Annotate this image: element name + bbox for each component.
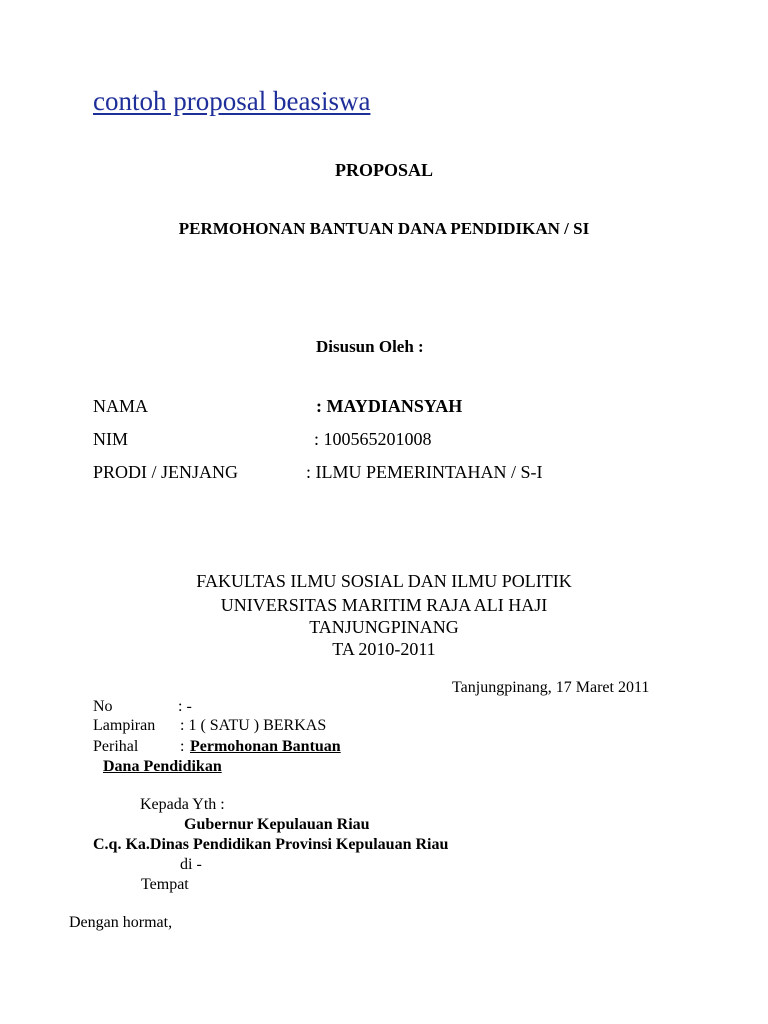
di-label: di - — [180, 856, 202, 873]
perihal-value-line2: Dana Pendidikan — [103, 758, 222, 775]
perihal-colon: : — [180, 738, 185, 755]
recipient-department: C.q. Ka.Dinas Pendidikan Provinsi Kepulauan Riau — [93, 836, 449, 853]
kepada-label: Kepada Yth : — [140, 796, 225, 813]
proposal-heading: PROPOSAL — [334, 160, 433, 180]
tempat-label: Tempat — [141, 876, 189, 893]
no-value: : - — [178, 698, 192, 715]
place-date: Tanjungpinang, 17 Maret 2011 — [452, 679, 650, 696]
faculty-line: FAKULTAS ILMU SOSIAL DAN ILMU POLITIK — [196, 571, 572, 591]
no-label: No — [93, 698, 113, 715]
lampiran-value: : 1 ( SATU ) BERKAS — [180, 717, 327, 734]
prodi-label: PRODI / JENJANG — [93, 462, 239, 482]
lampiran-label: Lampiran — [93, 717, 156, 734]
compiled-by-label: Disusun Oleh : — [316, 337, 424, 356]
proposal-subheading: PERMOHONAN BANTUAN DANA PENDIDIKAN / SI — [178, 219, 590, 238]
nim-label: NIM — [93, 429, 128, 449]
name-value: : MAYDIANSYAH — [316, 396, 463, 416]
greeting: Dengan hormat, — [69, 914, 173, 931]
perihal-label: Perihal — [93, 738, 139, 755]
academic-year-line: TA 2010-2011 — [332, 639, 436, 659]
university-line: UNIVERSITAS MARITIM RAJA ALI HAJI — [220, 595, 548, 615]
perihal-value-line1: Permohonan Bantuan — [190, 738, 341, 755]
recipient-governor: Gubernur Kepulauan Riau — [184, 816, 370, 833]
prodi-value: : ILMU PEMERINTAHAN / S-I — [306, 462, 543, 482]
document-title-link[interactable]: contoh proposal beasiswa — [93, 86, 371, 116]
name-label: NAMA — [93, 396, 149, 416]
city-line: TANJUNGPINANG — [309, 617, 459, 637]
nim-value: : 100565201008 — [314, 429, 432, 449]
